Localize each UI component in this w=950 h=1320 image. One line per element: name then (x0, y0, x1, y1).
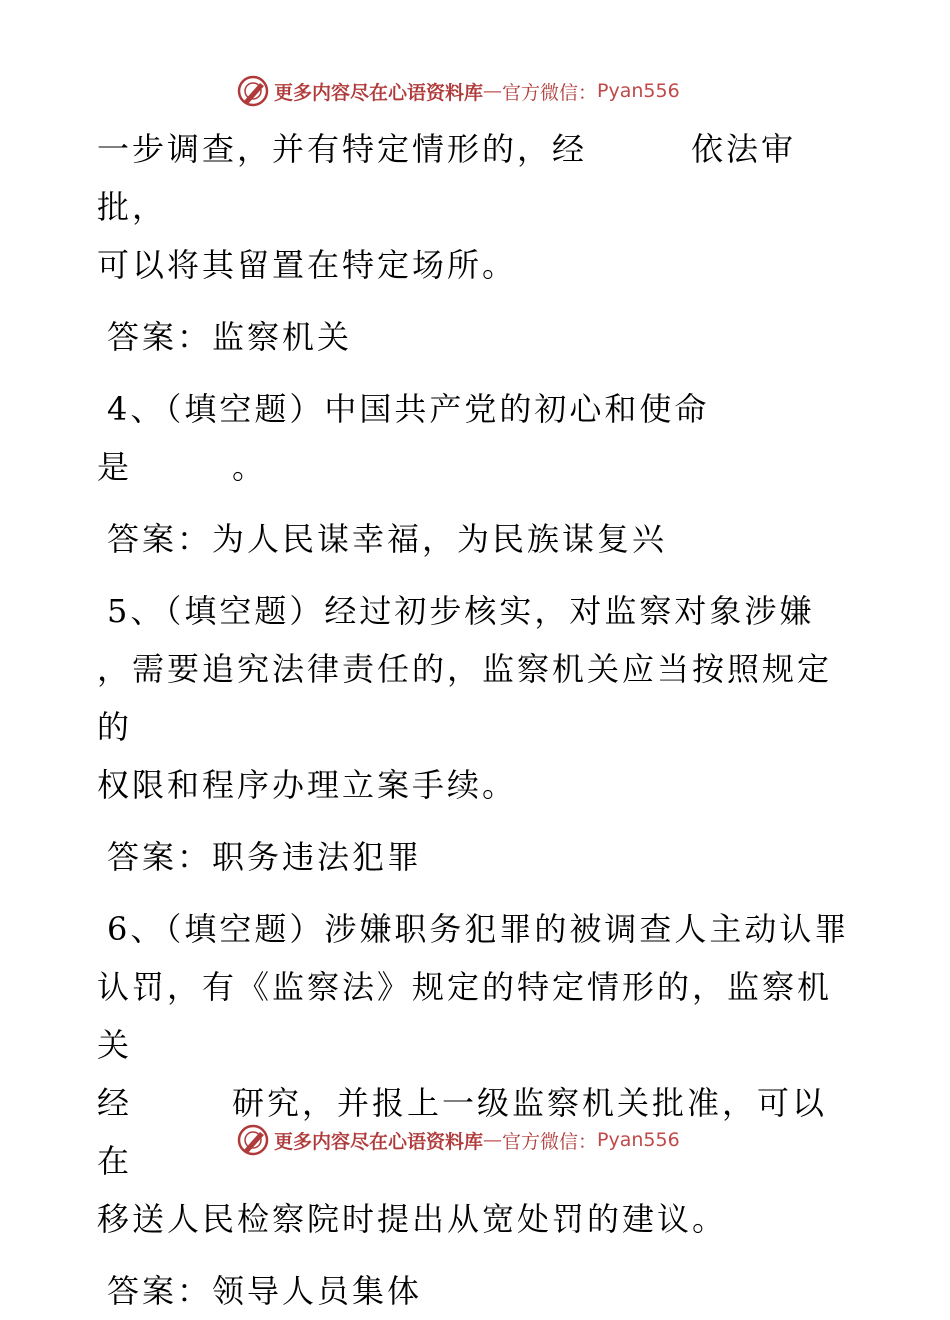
paragraph-line (97, 438, 857, 496)
banner-wechat-label: 官方微信： (502, 1130, 598, 1153)
answer-line: 答案：为人民谋幸福，为民族谋复兴 (107, 520, 668, 558)
question-line: 6、（填空题）涉嫌职务犯罪的被调查人主动认罪 (107, 910, 850, 948)
header-watermark-banner (236, 74, 680, 108)
paragraph-line: 权限和程序办理立案手续。 (97, 766, 518, 804)
answer-line: 答案：监察机关 (107, 318, 353, 356)
answer-line: 答案：职务违法犯罪 (107, 838, 423, 876)
paragraph-line (97, 120, 857, 236)
paragraph-line: 认罚，有《监察法》规定的特定情形的，监察机关 (97, 968, 833, 1064)
question-line: 4、（填空题）中国共产党的初心和使命 (107, 390, 710, 428)
text-run: 是 (97, 448, 133, 486)
banner-dash: — (483, 1129, 503, 1151)
pen-logo-icon (236, 74, 270, 108)
text-run: 依法审批， (97, 130, 797, 226)
banner-dash: — (483, 80, 503, 102)
banner-main-text: 更多内容尽在心语资料库 (274, 1130, 484, 1153)
text-run: 一步调查，并有特定情形的，经 (97, 130, 588, 168)
question-line: 5、（填空题）经过初步核实，对监察对象涉嫌 (107, 592, 815, 630)
paragraph-line: 移送人民检察院时提出从宽处罚的建议。 (97, 1200, 728, 1238)
answer-line: 答案：领导人员集体 (107, 1272, 423, 1310)
pen-logo-icon (236, 1123, 270, 1157)
text-run: 研究，并报上一级监察机关批准，可以在 (97, 1084, 828, 1180)
banner-wechat-id: Pyan556 (597, 1129, 680, 1151)
banner-wechat-id: Pyan556 (597, 80, 680, 102)
paragraph-line: 可以将其留置在特定场所。 (97, 246, 518, 284)
banner-wechat-label: 官方微信： (502, 81, 598, 104)
banner-main-text: 更多内容尽在心语资料库 (274, 81, 484, 104)
footer-watermark-banner (236, 1123, 680, 1157)
paragraph-line: ，需要追究法律责任的，监察机关应当按照规定的 (97, 650, 833, 746)
text-run: 。 (232, 448, 268, 486)
text-run: 经 (97, 1084, 133, 1122)
